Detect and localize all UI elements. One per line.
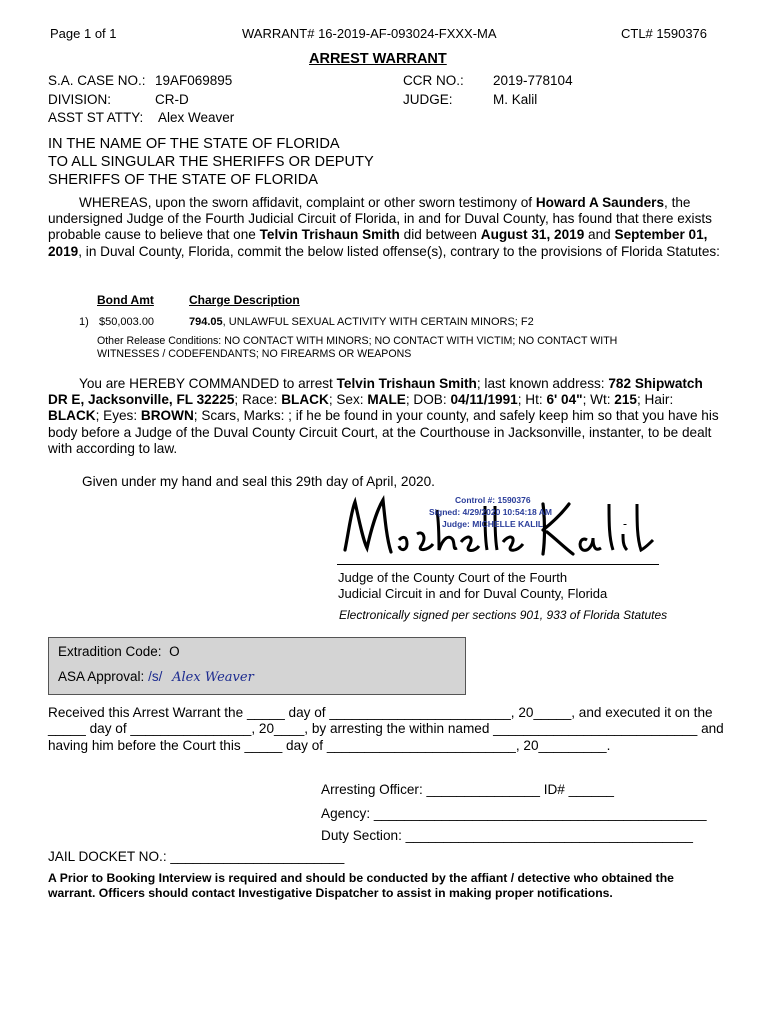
ccr-value: 2019-778104 [493,73,573,88]
received-line-1: Received this Arrest Warrant the _____ day of ________________________, 20_____, and executed it on the [48,705,713,720]
charge-description: 794.05, UNLAWFUL SEXUAL ACTIVITY WITH CERTAIN MINORS; F2 [189,316,534,328]
release-conditions-line-2: WITNESSES / CODEFENDANTS; NO FIREARMS OR WEAPONS [97,348,412,360]
extradition-code-label: Extradition Code: [58,644,162,659]
booking-interview-note: A Prior to Booking Interview is required and should be conducted by the affiant / detective who obtained the warrant. Officers should contact Investigative Dispatcher to assist in making proper notifications. [48,871,674,900]
charge-bond: $50,003.00 [99,316,155,328]
command-paragraph: You are HEREBY COMMANDED to arrest Telvin Trishaun Smith; last known address: 782 Shipwatch DR E, Jacksonville, FL 32225; Race: BLACK; Sex: MALE; DOB: 04/11/1991; Ht: 6' 04"; Wt: 215; Hair: BLACK; Eyes: BROWN; Scars, Marks: ; if he be found in your county, and safely keep him so that you have his body before a Judge of the Duval County Circuit Court, at the Courthouse in Jacksonville, instanter, to be dealt with according to law. [48,376,719,456]
signature-judge-name: Judge: MICHELLE KALIL [442,519,544,529]
page-number: Page 1 of 1 [50,26,117,41]
signature-timestamp: Signed: 4/29/2020 10:54:18 AM [429,507,552,517]
signature-line [337,564,659,565]
state-line-2: TO ALL SINGULAR THE SHERIFFS OR DEPUTY [48,154,374,170]
ctl-number: CTL# 1590376 [621,26,708,41]
asst-atty-label: ASST ST ATTY: [48,110,144,125]
whereas-paragraph: WHEREAS, upon the sworn affidavit, complaint or other sworn testimony of Howard A Saunders, the undersigned Judge of the Fourth Judicial Circuit of Florida, in and for Duval County, has found that there exists probable cause to believe that one Telvin Trishaun Smith did between August 31, 2019 and September 01, 2019, in Duval County, Florida, commit the below listed offense(s), contrary to the provisions of Florida Statutes: [48,195,720,259]
judge-value: M. Kalil [493,92,538,107]
warrant-number: WARRANT# 16-2019-AF-093024-FXXX-MA [242,26,497,41]
charge-statute: 794.05 [189,316,223,328]
judge-label: JUDGE: [403,92,453,107]
division-value: CR-D [155,92,189,107]
state-line-1: IN THE NAME OF THE STATE OF FLORIDA [48,136,340,152]
defendant-name: Telvin Trishaun Smith [259,227,400,243]
asa-approval-name: Alex Weaver [172,670,254,685]
given-under-hand: Given under my hand and seal this 29th day of April, 2020. [82,474,435,489]
ccr-label: CCR NO.: [403,73,464,88]
offense-start-date: August 31, 2019 [480,227,585,243]
dob: 04/11/1991 [450,392,518,408]
charge-description-header: Charge Description [189,293,300,307]
asa-approval-label: ASA Approval: [58,669,145,684]
electronic-signature-note: Electronically signed per sections 901, 933 of Florida Statutes [339,608,668,622]
document-title: ARREST WARRANT [309,51,447,67]
judge-title-line-1: Judge of the County Court of the Fourth [338,570,568,585]
release-conditions-line-1: Other Release Conditions: NO CONTACT WITH MINORS; NO CONTACT WITH VICTIM; NO CONTACT WITH [97,335,618,347]
charge-number: 1) [79,316,89,328]
signature-control-number: Control #: 1590376 [455,495,531,505]
judge-title-line-2: Judicial Circuit in and for Duval County, Florida [338,586,608,601]
received-line-2: _____ day of ________________, 20____, by arresting the within named ___________________________ and [48,721,724,736]
asa-approval-s: /s/ [148,669,163,684]
extradition-code [58,644,180,659]
bond-amount-header: Bond Amt [97,293,154,307]
duty-section-field[interactable]: Duty Section: ______________________________________ [321,828,693,843]
extradition-code-value: O [169,644,180,659]
agency-field[interactable]: Agency: ____________________________________________ [321,806,707,821]
extradition-box [48,637,466,695]
offense-end-date: September 01, 2019 [48,227,708,259]
jail-docket-field[interactable]: JAIL DOCKET NO.: _______________________ [48,849,345,864]
state-line-3: SHERIFFS OF THE STATE OF FLORIDA [48,172,319,188]
sa-case-value: 19AF069895 [155,73,233,88]
asa-approval [58,669,254,685]
address: 782 Shipwatch DR E, Jacksonville, FL 32225 [48,376,703,408]
division-label: DIVISION: [48,92,112,107]
asst-atty-value: Alex Weaver [158,110,235,125]
sa-case-label: S.A. CASE NO.: [48,73,146,88]
received-line-3: having him before the Court this _____ day of _________________________, 20_________. [48,738,611,753]
arresting-officer-field[interactable]: Arresting Officer: _______________ ID# ______ [321,782,614,797]
affiant-name: Howard A Saunders [535,195,665,210]
